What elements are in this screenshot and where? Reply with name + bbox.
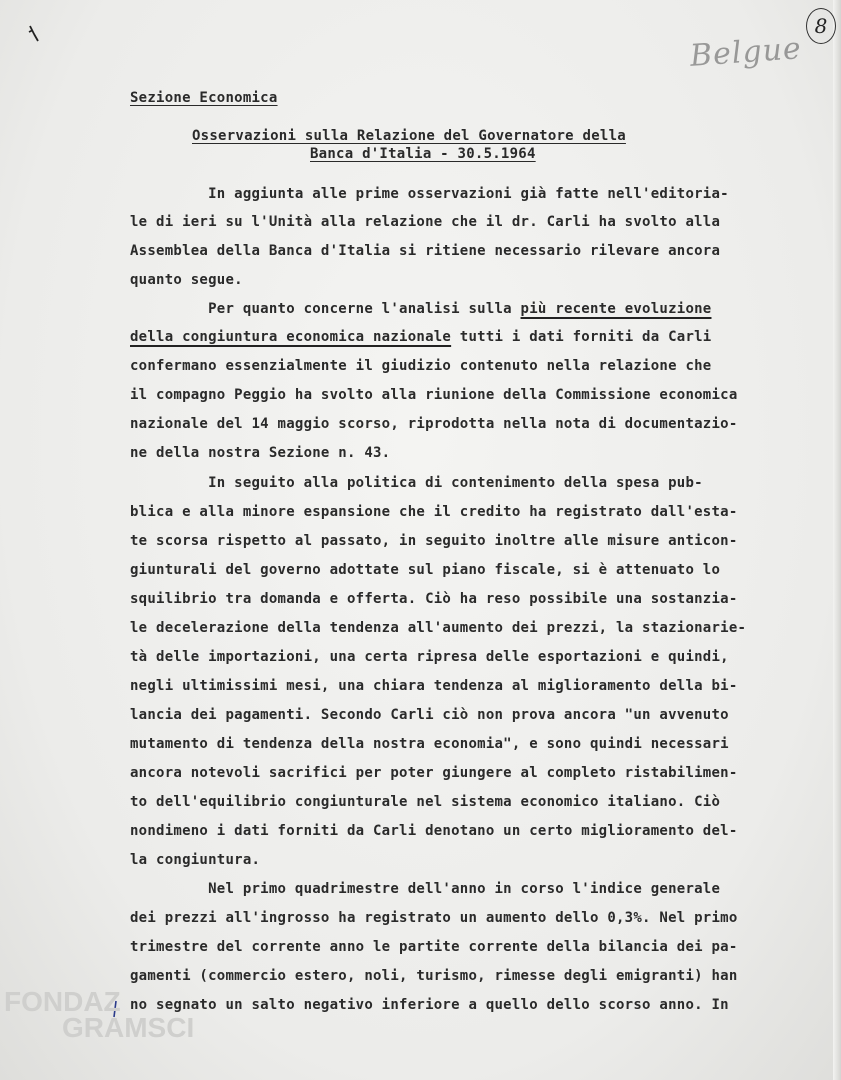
document-title-line-1: Osservazioni sulla Relazione del Governatore della (192, 128, 626, 144)
text-line: quanto segue. (130, 272, 243, 288)
text-line: ancora notevoli sacrifici per poter giungere al completo ristabilimen- (130, 765, 738, 781)
text-line: no segnato un salto negativo inferiore a quello dello scorso anno. In (130, 997, 729, 1013)
text-line: nazionale del 14 maggio scorso, riprodotta nella nota di documentazio- (130, 416, 738, 432)
text-line: confermano essenzialmente il giudizio contenuto nella relazione che (130, 358, 712, 374)
text-line: le di ieri su l'Unità alla relazione che il dr. Carli ha svolto alla (130, 214, 721, 230)
text-line: tà delle importazioni, una certa ripresa delle esportazioni e quindi, (130, 649, 729, 665)
text-line: gamenti (commercio estero, noli, turismo, rimesse degli emigranti) han (130, 968, 738, 984)
text-line: In aggiunta alle prime osservazioni già fatte nell'editoria- (130, 186, 729, 202)
text-line: le decelerazione della tendenza all'aumento dei prezzi, la stazionarie- (130, 620, 747, 636)
paper-edge (833, 0, 841, 1080)
text-line (130, 328, 712, 346)
text-line: lancia dei pagamenti. Secondo Carli ciò non prova ancora "un avvenuto (130, 707, 729, 723)
handwritten-margin-note: Belgue (688, 31, 803, 74)
watermark-line-2: GRAMSCI (62, 1012, 195, 1043)
text-line: mutamento di tendenza della nostra economia", e sono quindi necessari (130, 736, 729, 752)
watermark-line-1: FONDAZ (4, 986, 121, 1017)
text-line: la congiuntura. (130, 852, 261, 868)
text-line: nondimeno i dati forniti da Carli denotano un certo miglioramento del- (130, 823, 738, 839)
text-line: blica e alla minore espansione che il credito ha registrato dall'esta- (130, 504, 738, 520)
text-line: giunturali del governo adottate sul piano fiscale, si è attenuato lo (130, 562, 721, 578)
text-line: il compagno Peggio ha svolto alla riunione della Commissione economica (130, 387, 738, 403)
section-heading: Sezione Economica (130, 90, 278, 106)
text-line: Assemblea della Banca d'Italia si ritiene necessario rilevare ancora (130, 243, 721, 259)
text-line: ne della nostra Sezione n. 43. (130, 445, 391, 461)
text-line: squilibrio tra domanda e offerta. Ciò ha reso possibile una sostanzia- (130, 591, 738, 607)
text-line: negli ultimissimi mesi, una chiara tendenza al miglioramento della bi- (130, 678, 738, 694)
text-segment: Per quanto concerne l'analisi sulla (130, 301, 521, 317)
page-number: 8 (806, 8, 836, 44)
document-title-line-2: Banca d'Italia - 30.5.1964 (310, 146, 536, 162)
text-line (130, 300, 711, 318)
text-line: Nel primo quadrimestre dell'anno in corso l'indice generale (130, 881, 721, 897)
text-line: trimestre del corrente anno le partite corrente della bilancia dei pa- (130, 939, 738, 955)
pen-tick-icon (27, 24, 41, 44)
text-segment: tutti i dati forniti da Carli (451, 329, 712, 345)
underlined-phrase: più recente evoluzione (520, 301, 712, 317)
text-line: to dell'equilibrio congiunturale nel sistema economico italiano. Ciò (130, 794, 721, 810)
underlined-phrase: della congiuntura economica nazionale (130, 329, 452, 345)
text-line: dei prezzi all'ingrosso ha registrato un aumento dello 0,3%. Nel primo (130, 910, 738, 926)
text-line: te scorsa rispetto al passato, in seguito inoltre alle misure anticon- (130, 533, 738, 549)
text-line: In seguito alla politica di contenimento della spesa pub- (130, 475, 703, 491)
